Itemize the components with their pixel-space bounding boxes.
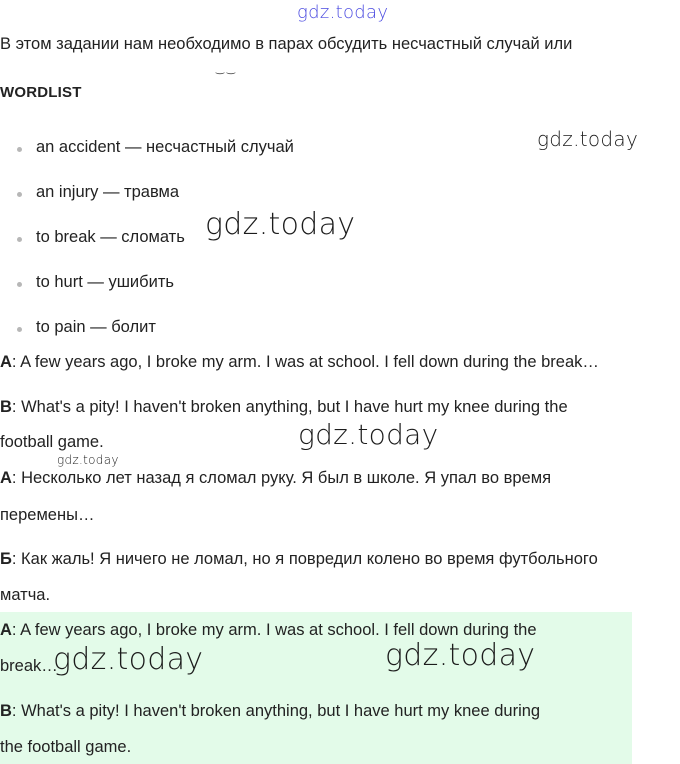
wordlist-item: to pain — болит	[36, 318, 156, 336]
watermark: gdz.today	[385, 638, 536, 673]
dialogue-text: : Несколько лет назад я сломал руку. Я был в школе. Я упал во время	[11, 469, 552, 487]
cropped-text-fragment: ‿ ‿	[216, 64, 235, 75]
watermark-top: gdz.today	[297, 2, 389, 23]
watermark: gdz.today	[57, 453, 119, 467]
answer-line-b	[0, 702, 540, 721]
speaker-label: B	[0, 398, 12, 416]
dialogue-text: : What's a pity! I haven't broken anything, but I have hurt my knee during the	[11, 398, 568, 416]
watermark: gdz.today	[537, 127, 639, 151]
answer-line-b-cont: the football game.	[0, 738, 132, 756]
intro-text: В этом задании нам необходимо в парах обсудить несчастный случай или	[0, 35, 573, 53]
speaker-label: A	[0, 621, 12, 639]
dialogue-ru-line-b-cont: матча.	[0, 586, 51, 604]
wordlist-item: to hurt — ушибить	[36, 273, 174, 291]
watermark: gdz.today	[205, 207, 356, 242]
speaker-label: Б	[0, 550, 12, 568]
bullet-icon	[17, 327, 22, 332]
answer-text: : A few years ago, I broke my arm. I was at school. I fell down during the	[11, 621, 537, 639]
dialogue-en-line-b	[0, 398, 568, 417]
wordlist-item: an injury — травма	[36, 183, 180, 201]
bullet-icon	[17, 282, 22, 287]
answer-line-a-cont: break…	[0, 657, 58, 675]
watermark: gdz.today	[53, 642, 204, 677]
dialogue-text: : Как жаль! Я ничего не ломал, но я повредил колено во время футбольного	[11, 550, 598, 568]
speaker-label: А	[0, 469, 12, 487]
wordlist-item: to break — сломать	[36, 228, 185, 246]
wordlist-title: WORDLIST	[0, 84, 82, 101]
answer-text: : What's a pity! I haven't broken anything, but I have hurt my knee during	[11, 702, 541, 720]
dialogue-text: : A few years ago, I broke my arm. I was at school. I fell down during the break…	[11, 353, 599, 371]
speaker-label: A	[0, 353, 12, 371]
dialogue-en-line-a	[0, 353, 599, 372]
dialogue-en-line-b-cont: football game.	[0, 433, 104, 451]
dialogue-ru-line-b	[0, 550, 598, 569]
wordlist-item: an accident — несчастный случай	[36, 138, 294, 156]
bullet-icon	[17, 237, 22, 242]
watermark: gdz.today	[298, 418, 439, 451]
dialogue-ru-line-a-cont: перемены…	[0, 506, 95, 524]
bullet-icon	[17, 147, 22, 152]
dialogue-ru-line-a	[0, 469, 551, 488]
bullet-icon	[17, 192, 22, 197]
speaker-label: B	[0, 702, 12, 720]
